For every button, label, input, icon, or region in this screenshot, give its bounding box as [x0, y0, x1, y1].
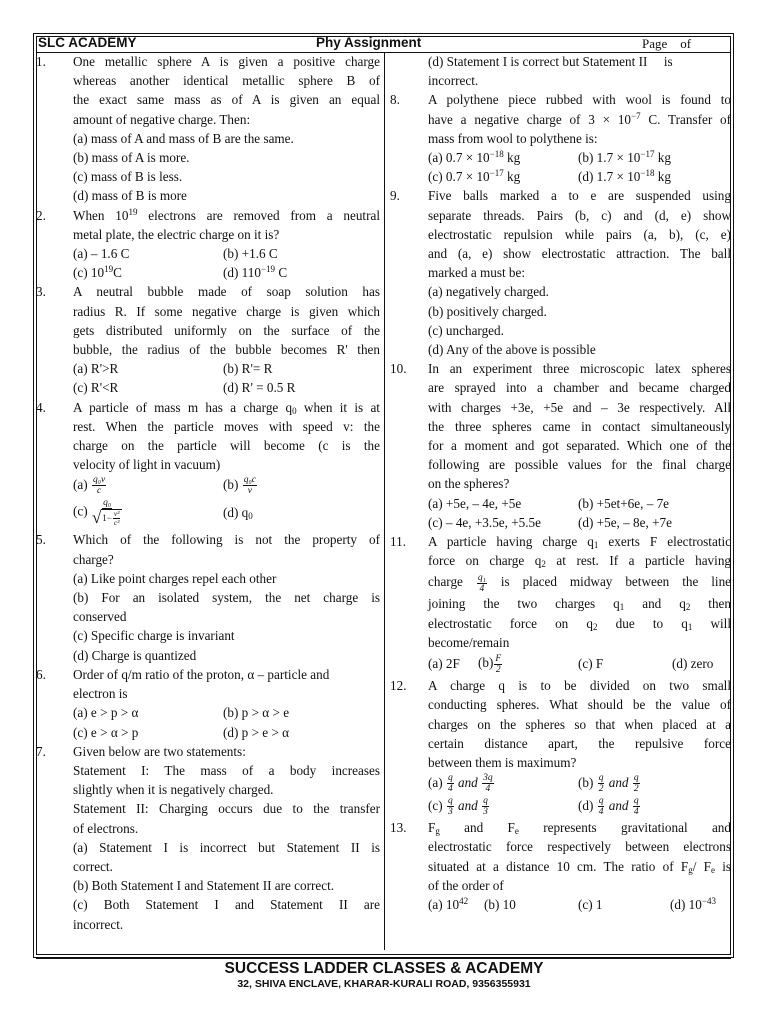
question-7 [36, 742, 380, 934]
question-text: Order of q/m ratio of the proton, α – particle and [73, 666, 330, 682]
option-a: (a) 2F [428, 656, 460, 672]
question-number: 7. [36, 743, 46, 759]
option-a: (a) negatively charged. [428, 284, 549, 300]
question-number: 5. [36, 532, 46, 548]
option-c: (c) $10^{19}C$ [73, 264, 122, 281]
option-c: (c) 1 [578, 896, 603, 912]
option-b: (b) R'= R [223, 361, 273, 377]
option-b: (b) $\frac{q}{2}$ and $\frac{q}{2}$ [578, 773, 639, 795]
institute-name: SLC ACADEMY [38, 35, 137, 50]
option-c: (c) e > α > p [73, 724, 139, 740]
option-d: (d) Any of the above is possible [428, 342, 596, 358]
question-6 [36, 665, 380, 742]
question-text: charge on the particle will become (c is the [73, 438, 380, 454]
question-1 [36, 52, 380, 206]
question-number: 1. [36, 54, 46, 69]
footer-divider [36, 958, 731, 959]
option-d: (d) zero [672, 656, 714, 672]
fraction: q₀ √ 1− $\frac{\text{v²}}{\text{c²}}$ [92, 498, 123, 527]
question-2 [36, 206, 380, 283]
question-text: the three spheres came in contact simultaneously [428, 418, 731, 434]
question-text: situated at a distance 10 cm. The ratio of $F_g/$ $F_e$ is [428, 858, 731, 875]
question-text: A charge q is to be divided on two small [428, 678, 731, 694]
question-text: A polythene piece rubbed with wool is found to [428, 92, 731, 108]
assignment-title: Phy Assignment [316, 35, 422, 50]
option-c: (c) mass of B is less. [73, 169, 183, 185]
question-text: mass from wool to polythene is: [428, 130, 598, 146]
option-b: (b) +1.6 C [223, 246, 278, 262]
question-text: of the order of [428, 877, 504, 893]
question-text: One metallic sphere A is given a positive charge [73, 54, 380, 69]
question-text: electrostatic force respectively between electrons [428, 839, 731, 855]
option-d: (d) $1.7 \times 10^{-18}$ kg [578, 168, 671, 185]
option-d: (d) Statement I is correct but Statement II is [428, 54, 673, 69]
option-c: (c) – 4e, +3.5e, +5.5e [428, 514, 542, 530]
question-text: and (a, e) show electrostatic attraction. The ball [428, 246, 731, 262]
fraction: $\frac{\text{q₀c}}{v}$ [243, 475, 256, 497]
question-3 [36, 282, 380, 397]
question-number: 10. [390, 361, 407, 377]
left-column [36, 52, 380, 934]
question-number: 6. [36, 666, 46, 682]
option-b: (b) Both Statement I and Statement II are correct. [73, 878, 335, 894]
question-text: on the spheres? [428, 476, 510, 492]
question-text: with charges +3e, +5e and – 3e respectively. All [428, 399, 731, 415]
question-text: Statement II: Charging occurs due to the transfer [73, 801, 380, 817]
option-c: incorrect. [73, 916, 124, 932]
footer-address: 32, SHIVA ENCLAVE, KHARAR-KURALI ROAD, 9356355931 [237, 978, 531, 990]
option-b: (b) positively charged. [428, 303, 547, 319]
question-text: of electrons. [73, 820, 139, 836]
question-text: Given below are two statements: [73, 743, 246, 759]
question-text: charges on the spheres so that when placed at a [428, 716, 731, 732]
option-a: (a) $\frac{\text{q₀v}}{c}$ [73, 475, 106, 497]
question-text: rest. When the particle moves with speed v: the [73, 418, 380, 434]
option-a: (a) Like point charges repel each other [73, 570, 277, 586]
question-number: 3. [36, 284, 46, 300]
question-text: bubble, the radius of the bubble becomes R' then [73, 342, 380, 358]
question-11 [390, 532, 731, 676]
option-a: correct. [73, 858, 113, 874]
option-d: incorrect. [428, 73, 479, 89]
question-text: electron is [73, 686, 128, 702]
option-c: (c) F [578, 656, 604, 672]
question-text: following are possible values for the final charge [428, 457, 731, 473]
question-text: A particle of mass m has a charge $q_0$ when it is at [73, 399, 380, 416]
question-number: 2. [36, 207, 46, 223]
question-text: velocity of light in vacuum) [73, 457, 221, 473]
question-number: 4. [36, 399, 46, 415]
question-12 [390, 676, 731, 818]
option-a: (a) Statement I is incorrect but Statement II is [73, 839, 380, 855]
question-text: force on charge $q_2$ at rest. If a particle having [428, 553, 732, 570]
option-d: (d) $10^{-43}$ [670, 895, 716, 912]
option-d: (d) $110^{-19}$ C [223, 264, 288, 281]
option-d: (d) Charge is quantized [73, 647, 197, 663]
question-text: have a negative charge of $3 \times 10^{-7}$ C. Transfer of [428, 110, 731, 127]
question-9 [390, 186, 731, 359]
option-a: (a) $\frac{q}{4}$ and $\frac{3q}{4}$ [428, 773, 493, 795]
question-number: 13. [390, 820, 407, 836]
option-d: (d) mass of B is more [73, 188, 187, 204]
question-5 [36, 530, 380, 664]
option-b: (b) $1.7 \times 10^{-17}$ kg [578, 149, 671, 166]
question-4 [36, 398, 380, 529]
question-text: radius R. If some negative charge is given which [73, 303, 380, 319]
question-8 [390, 90, 731, 186]
option-a: (a) +5e, – 4e, +5e [428, 495, 522, 511]
option-a: (a) R'>R [73, 361, 119, 377]
question-text: the exact same mass as of A is given an equal [73, 92, 380, 108]
question-7-continued [390, 52, 731, 90]
option-a: (a) – 1.6 C [73, 246, 130, 262]
question-text: In an experiment three microscopic latex spheres [428, 361, 731, 377]
option-d: (d) +5e, – 8e, +7e [578, 514, 672, 530]
option-c: (c) R'<R [73, 380, 119, 396]
option-a: (a) $10^{42}$ [428, 895, 469, 912]
option-b: (b) mass of A is more. [73, 150, 190, 166]
question-text: certain distance apart, the repulsive force [428, 735, 731, 751]
option-b: conserved [73, 609, 127, 625]
question-text: metal plate, the electric charge on it is? [73, 226, 280, 242]
option-c: (c) uncharged. [428, 322, 504, 338]
question-number: 9. [390, 188, 400, 204]
option-c: (c) q₀ √ 1− $\frac{\text{v²}}{\text{c²}}$ [73, 498, 223, 527]
option-b: (b) $\frac{F}{2}$ [478, 653, 502, 675]
question-text: charge $\frac{\text{q₁}}{4}$ is placed midway between the line [428, 572, 732, 594]
option-a: (a) mass of A and mass of B are the same. [73, 130, 294, 146]
option-a: (a) e > p > α [73, 705, 139, 721]
footer-institute-name: SUCCESS LADDER CLASSES & ACADEMY [224, 960, 544, 977]
right-column [390, 52, 731, 914]
question-10 [390, 359, 731, 532]
option-d: (d) $\frac{q}{4}$ and $\frac{q}{4}$ [578, 796, 639, 818]
fraction: $\frac{\text{q₁}}{4}$ [477, 572, 486, 594]
question-text: are sprayed into a chamber and became charged [428, 380, 731, 396]
question-text: A particle having charge $q_1$ exerts F electrostatic [428, 534, 732, 551]
question-text: Statement I: The mass of a body increases [73, 762, 380, 778]
option-b: (b) +5et+6e, – 7e [578, 495, 670, 511]
option-c: (c) $\frac{q}{3}$ and $\frac{q}{3}$ [428, 796, 488, 818]
question-number: 12. [390, 678, 407, 694]
question-text: $F_g$ and $F_e$ represents gravitational and [428, 820, 731, 837]
option-b: (b) 10 [484, 896, 516, 912]
square-root: √ 1− $\frac{\text{v²}}{\text{c²}}$ [92, 509, 123, 527]
question-text: become/remain [428, 634, 510, 650]
option-d: (d) R' = 0.5 R [223, 380, 296, 396]
page-number: Page of [642, 36, 692, 51]
question-text: Which of the following is not the property of [73, 532, 380, 548]
question-text: amount of negative charge. Then: [73, 111, 251, 127]
question-text: for a moment and got separated. Which one of the [428, 438, 731, 454]
question-text: between them is maximum? [428, 754, 577, 770]
question-text: electrostatic force on $q_2$ due to $q_1$ will [428, 615, 731, 632]
question-text: joining the two charges $q_1$ and $q_2$ then [428, 596, 731, 613]
question-text: Five balls marked a to e are suspended using [428, 188, 731, 204]
option-c: (c) $0.7 \times 10^{-17}$ kg [428, 168, 521, 185]
option-b: (b) p > α > e [223, 705, 290, 721]
option-c: (c) Both Statement I and Statement II are [73, 897, 380, 913]
option-c: (c) Specific charge is invariant [73, 628, 235, 644]
header-bar [36, 36, 731, 53]
question-text: charge? [73, 551, 114, 567]
question-number: 8. [390, 92, 400, 108]
fraction: $\frac{F}{2}$ [495, 653, 502, 675]
question-text: whereas another identical metallic sphere B of [73, 73, 380, 89]
question-text: A neutral bubble made of soap solution has [73, 284, 380, 300]
option-d: (d) p > e > α [223, 724, 290, 740]
option-a: (a) $0.7 \times 10^{-18}$ kg [428, 149, 521, 166]
question-text: marked a must be: [428, 265, 526, 281]
option-d: (d) $q_0$ [223, 504, 253, 521]
question-text: When $10^{19}$ electrons are removed from a neutral [73, 206, 380, 223]
question-text: electrostatic repulsion while pairs (a, b), (c, e) [428, 226, 731, 242]
question-text: slightly when it is negatively charged. [73, 782, 274, 798]
option-b: (b) For an isolated system, the net charge is [73, 590, 380, 606]
column-divider [384, 52, 385, 950]
question-text: gets distributed uniformly on the surface of the [73, 322, 380, 338]
question-text: separate threads. Pairs (b, c) and (d, e) show [428, 207, 731, 223]
question-number: 11. [390, 534, 406, 550]
fraction: $\frac{\text{q₀v}}{c}$ [92, 475, 106, 497]
question-13 [390, 818, 731, 914]
question-text: conducting spheres. What should be the value of [428, 697, 731, 713]
option-b: (b) $\frac{\text{q₀c}}{v}$ [223, 475, 256, 497]
